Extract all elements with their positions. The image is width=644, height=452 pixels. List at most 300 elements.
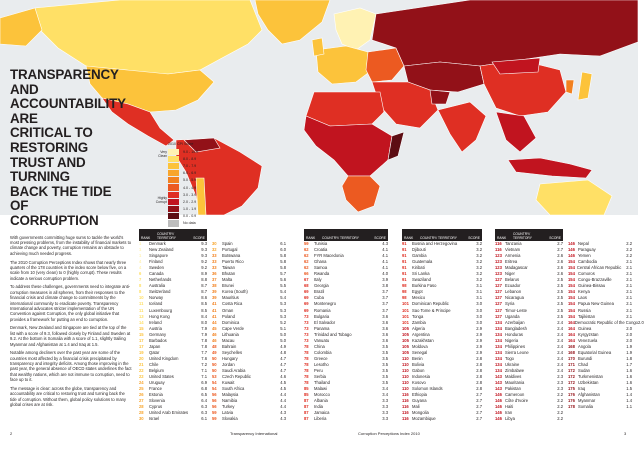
rank-cell: 134 (495, 361, 502, 367)
score-cell: 3.4 (382, 386, 388, 392)
rank-cell: 146 (495, 416, 502, 422)
country-cell: Cyprus (149, 404, 163, 410)
score-cell: 5.4 (280, 289, 286, 295)
score-cell: 2.1 (626, 307, 632, 313)
header-score: SCORE (193, 236, 205, 241)
score-cell: 3.2 (476, 247, 482, 253)
map-alaska (0, 8, 42, 46)
score-cell: 3.2 (476, 277, 482, 283)
rank-cell: 154 (568, 313, 575, 319)
score-cell: 2.8 (476, 374, 482, 380)
score-cell: 8.0 (201, 319, 207, 325)
score-cell: 2.6 (557, 253, 563, 259)
rank-cell: 30 (139, 416, 144, 422)
score-cell: 5.5 (280, 283, 286, 289)
rank-cell: 69 (304, 307, 309, 313)
score-cell: 4.1 (382, 259, 388, 265)
rank-cell: 85 (304, 386, 309, 392)
rank-cell: 168 (568, 343, 575, 349)
rank-cell: 1 (139, 253, 142, 259)
country-cell: Nepal (578, 241, 589, 246)
rank-cell: 110 (402, 367, 409, 373)
rank-cell: 30 (212, 241, 217, 246)
legend-swatch (168, 213, 179, 219)
rank-cell: 123 (495, 265, 502, 271)
score-cell: 3.5 (382, 380, 388, 386)
rank-cell: 45 (212, 325, 217, 331)
rank-cell: 101 (402, 319, 409, 325)
score-cell: 2.7 (557, 241, 563, 246)
score-cell: 3.3 (382, 410, 388, 416)
score-cell: 2.5 (557, 313, 563, 319)
map-australia (536, 180, 612, 215)
country-cell: Eritrea (505, 259, 518, 265)
score-cell: 7.7 (201, 349, 207, 355)
score-cell: 2.4 (557, 325, 563, 331)
score-cell: 2.0 (626, 331, 632, 337)
rank-cell: 146 (568, 247, 575, 253)
map-india (438, 102, 486, 152)
country-cell: Cambodia (578, 259, 597, 265)
rank-cell: 134 (495, 355, 502, 361)
country-cell: Tonga (412, 313, 424, 319)
rank-cell: 101 (402, 313, 409, 319)
score-cell: 2.2 (557, 410, 563, 416)
cpi-table-column (304, 229, 388, 422)
country-cell: Jamaica (314, 410, 330, 416)
page-number-left: 2 (10, 431, 13, 436)
rank-cell: 134 (495, 343, 502, 349)
rank-cell: 134 (495, 367, 502, 373)
country-cell: Malta (222, 277, 233, 283)
score-cell: 3.4 (382, 392, 388, 398)
legend-label: 5.0 - 5.9 (183, 178, 197, 183)
map-russia (372, 0, 638, 66)
score-cell: 7.9 (201, 331, 207, 337)
score-cell: 4.7 (280, 355, 286, 361)
rank-cell: 39 (212, 295, 217, 301)
country-cell: Liberia (314, 416, 327, 422)
country-cell: Iraq (578, 386, 586, 392)
legend-label: 8.0 - 8.9 (183, 156, 197, 161)
score-cell: 6.1 (201, 416, 207, 422)
legend-swatch (168, 177, 179, 183)
score-cell: 2.4 (557, 355, 563, 361)
country-cell: Greece (314, 355, 328, 361)
score-cell: 1.9 (626, 349, 632, 355)
country-cell: Sierra Leone (505, 349, 529, 355)
score-cell: 2.3 (557, 380, 563, 386)
legend-swatch (168, 149, 179, 155)
score-cell: 4.1 (382, 247, 388, 253)
rank-cell: 146 (495, 392, 502, 398)
country-cell: Costa Rica (222, 301, 243, 307)
country-cell: Angola (578, 343, 591, 349)
rank-cell: 127 (495, 295, 502, 301)
legend-row (168, 148, 234, 155)
country-cell: Taiwan (222, 265, 235, 271)
rank-cell: 116 (402, 404, 409, 410)
rank-cell: 127 (495, 283, 502, 289)
country-cell: Italy (314, 277, 322, 283)
country-cell: Australia (149, 283, 166, 289)
country-cell: Guinea-Bissau (578, 283, 606, 289)
country-cell: Sweden (149, 265, 164, 271)
country-cell: Tanzania (505, 241, 522, 246)
country-cell: Gambia (412, 253, 427, 259)
score-cell: 6.4 (201, 398, 207, 404)
score-cell: 3.2 (476, 253, 482, 259)
country-cell: Ecuador (505, 283, 521, 289)
rank-cell: 41 (212, 301, 217, 307)
map-southeast-asia (496, 112, 536, 152)
score-cell: 3.0 (476, 307, 482, 313)
country-cell: Argentina (412, 331, 430, 337)
rank-cell: 143 (495, 386, 502, 392)
country-cell: Benin (412, 355, 423, 361)
rank-cell: 170 (568, 355, 575, 361)
rank-cell: 123 (495, 271, 502, 277)
country-cell: Sri Lanka (412, 271, 430, 277)
country-cell: Ethiopia (412, 392, 427, 398)
country-cell: Côte d'Ivoire (505, 398, 529, 404)
headline-line: CRITICAL TO RESTORING (10, 125, 93, 155)
header-score: SCORE (468, 236, 480, 241)
country-cell: Turkey (222, 404, 235, 410)
country-cell: Central African Republic (576, 265, 622, 271)
country-cell: Switzerland (149, 289, 171, 295)
rank-cell: 17 (139, 343, 144, 349)
country-cell: Iceland (149, 301, 163, 307)
rank-cell: 127 (495, 289, 502, 295)
rank-cell: 154 (568, 289, 575, 295)
rank-cell: 4 (139, 265, 142, 271)
headline (10, 68, 132, 229)
map-afghanistan (430, 90, 450, 104)
score-cell: 5.3 (280, 313, 286, 319)
country-cell: Kiribati (412, 265, 425, 271)
country-cell: Ireland (149, 319, 162, 325)
rank-cell: 134 (495, 319, 502, 325)
score-cell: 2.7 (476, 416, 482, 422)
rank-cell: 98 (402, 283, 407, 289)
score-cell: 1.4 (626, 392, 632, 398)
rank-cell: 146 (495, 410, 502, 416)
country-cell: Slovakia (222, 416, 238, 422)
rank-cell: 91 (402, 259, 407, 265)
country-cell: Bangladesh (505, 325, 527, 331)
rank-cell: 33 (212, 259, 217, 265)
rank-cell: 33 (212, 253, 217, 259)
country-cell: Finland (149, 259, 163, 265)
country-cell: Egypt (412, 289, 423, 295)
rank-cell: 73 (304, 337, 309, 343)
score-cell: 2.0 (626, 337, 632, 343)
rank-cell: 87 (304, 410, 309, 416)
score-cell: 2.4 (557, 349, 563, 355)
score-cell: 4.7 (280, 367, 286, 373)
country-cell: Comoros (578, 271, 595, 277)
country-cell: Moldova (412, 343, 428, 349)
header-score: SCORE (549, 236, 561, 241)
country-cell: Laos (578, 295, 587, 301)
rank-cell: 59 (212, 416, 217, 422)
country-cell: Bahrain (222, 343, 237, 349)
rank-cell: 154 (568, 307, 575, 313)
country-cell: Hong Kong (149, 313, 170, 319)
country-cell: Syria (505, 301, 515, 307)
legend-swatch (168, 163, 179, 169)
country-cell: Malaysia (222, 392, 239, 398)
country-cell: Kuwait (222, 380, 235, 386)
country-cell: Cameroon (505, 392, 525, 398)
map-uk (312, 38, 324, 56)
legend-label: 3.0 - 3.9 (183, 192, 197, 197)
score-cell: 2.7 (557, 247, 563, 253)
rank-cell: 134 (495, 337, 502, 343)
country-cell: Georgia (314, 283, 329, 289)
score-cell: 1.7 (626, 361, 632, 367)
rank-cell: 32 (212, 247, 217, 253)
rank-cell: 101 (402, 301, 409, 307)
country-cell: Vanuatu (314, 337, 330, 343)
score-cell: 2.0 (637, 319, 644, 325)
country-cell: Honduras (505, 331, 523, 337)
score-cell: 6.3 (201, 410, 207, 416)
legend-label: No data (183, 221, 196, 226)
score-cell: 2.1 (626, 313, 632, 319)
score-cell: 9.2 (201, 259, 207, 265)
rank-cell: 164 (568, 319, 575, 325)
rank-cell: 116 (495, 247, 502, 253)
score-cell: 2.4 (557, 319, 563, 325)
score-cell: 4.0 (382, 271, 388, 277)
legend-row (168, 184, 234, 191)
score-cell: 2.7 (476, 398, 482, 404)
score-cell: 5.0 (280, 337, 286, 343)
score-cell: 4.9 (280, 343, 286, 349)
score-cell: 2.2 (626, 247, 632, 253)
score-cell: 5.8 (280, 253, 286, 259)
headline-line: ACCOUNTABILITY ARE (10, 96, 126, 126)
country-cell: Namibia (222, 398, 238, 404)
score-cell: 2.8 (476, 355, 482, 361)
score-cell: 8.7 (201, 283, 207, 289)
legend-rows (154, 148, 234, 227)
rank-cell: 41 (212, 313, 217, 319)
table-header (304, 229, 388, 241)
score-cell: 3.7 (382, 289, 388, 295)
rank-cell: 62 (304, 247, 309, 253)
country-cell: Togo (505, 355, 514, 361)
country-cell: Bosnia and Herzegovina (412, 241, 458, 246)
rank-cell: 49 (212, 349, 217, 355)
rank-cell: 127 (495, 301, 502, 307)
country-cell: Burkina Faso (412, 283, 437, 289)
rank-cell: 50 (212, 367, 217, 373)
rank-cell: 172 (568, 380, 575, 386)
score-cell: 2.5 (557, 289, 563, 295)
map-korea (566, 80, 574, 94)
country-cell: Serbia (314, 374, 326, 380)
country-cell: Dominica (222, 319, 240, 325)
country-cell: Guinea (578, 325, 592, 331)
rank-cell: 154 (568, 277, 575, 283)
score-cell: 2.9 (476, 343, 482, 349)
table-row (212, 416, 286, 422)
score-cell: 2.7 (476, 404, 482, 410)
score-cell: 1.9 (626, 343, 632, 349)
rank-cell: 154 (568, 271, 575, 277)
score-cell: 2.1 (626, 283, 632, 289)
rank-cell: 54 (212, 386, 217, 392)
score-cell: 4.3 (280, 410, 286, 416)
score-cell: 3.1 (476, 295, 482, 301)
score-cell: 8.7 (201, 289, 207, 295)
score-cell: 7.1 (201, 367, 207, 373)
country-cell: Thailand (314, 380, 330, 386)
rank-cell: 164 (568, 331, 575, 337)
legend-row (168, 170, 234, 177)
rank-cell: 127 (495, 277, 502, 283)
country-cell: Kyrgyzstan (578, 331, 599, 337)
rank-cell: 105 (402, 331, 409, 337)
score-cell: 2.5 (557, 307, 563, 313)
rank-cell: 164 (568, 337, 575, 343)
country-cell: Croatia (314, 247, 328, 253)
score-cell: 2.9 (476, 337, 482, 343)
header-rank: RANK (497, 236, 507, 241)
score-cell: 4.8 (280, 349, 286, 355)
rank-cell: 127 (495, 307, 502, 313)
rank-cell: 91 (402, 247, 407, 253)
rank-cell: 7 (139, 277, 142, 283)
rank-cell: 105 (402, 325, 409, 331)
rank-cell: 69 (304, 301, 309, 307)
score-cell: 2.5 (557, 283, 563, 289)
rank-cell: 1 (139, 241, 142, 246)
country-cell: Solomon Islands (412, 386, 443, 392)
legend-row (168, 191, 234, 198)
table-row (402, 416, 482, 422)
score-cell: 2.2 (557, 392, 563, 398)
score-cell: 3.3 (382, 404, 388, 410)
score-cell: 7.9 (201, 325, 207, 331)
country-cell: Ukraine (505, 361, 520, 367)
rank-cell: 87 (304, 416, 309, 422)
rank-cell: 26 (139, 392, 144, 398)
header-country: COUNTRY/ TERRITORY (513, 232, 532, 241)
rank-cell: 116 (402, 410, 409, 416)
legend-row (168, 162, 234, 169)
country-cell: El Salvador (314, 319, 336, 325)
legend-label: 6.0 - 6.9 (183, 171, 197, 176)
country-cell: United States (149, 374, 174, 380)
country-cell: Papua New Guinea (578, 301, 614, 307)
rank-cell: 56 (212, 404, 217, 410)
score-cell: 1.8 (626, 355, 632, 361)
score-cell: 7.8 (201, 337, 207, 343)
rank-cell: 78 (304, 380, 309, 386)
score-cell: 8.9 (201, 271, 207, 277)
country-cell: Bulgaria (314, 313, 330, 319)
rank-cell: 123 (495, 253, 502, 259)
rank-cell: 14 (139, 319, 144, 325)
legend-swatch (168, 170, 179, 176)
rank-cell: 17 (139, 337, 144, 343)
score-cell: 7.6 (201, 355, 207, 361)
country-cell: Korea (South) (222, 289, 248, 295)
score-cell: 2.7 (476, 392, 482, 398)
article (10, 68, 132, 411)
legend-label: 2.0 - 2.9 (183, 199, 197, 204)
country-cell: Czech Republic (222, 374, 251, 380)
country-cell: Maldives (505, 374, 522, 380)
rank-cell: 134 (495, 349, 502, 355)
map-southern-africa (342, 176, 380, 212)
rank-cell: 127 (495, 313, 502, 319)
country-cell: Mauritania (505, 380, 525, 386)
score-cell: 3.5 (382, 361, 388, 367)
score-cell: 3.5 (382, 355, 388, 361)
rank-cell: 78 (304, 374, 309, 380)
country-cell: Turkmenistan (578, 374, 603, 380)
score-cell: 4.7 (280, 361, 286, 367)
country-cell: Macau (222, 337, 235, 343)
country-cell: Lesotho (314, 361, 329, 367)
rank-cell: 134 (495, 325, 502, 331)
country-cell: Azerbaijan (505, 319, 525, 325)
score-cell: 1.1 (626, 404, 632, 410)
country-cell: Bhutan (222, 271, 236, 277)
score-cell: 4.4 (280, 398, 286, 404)
score-cell: 1.6 (626, 380, 632, 386)
country-cell: Israel (149, 416, 160, 422)
country-cell: Indonesia (412, 374, 430, 380)
score-cell: 2.5 (557, 277, 563, 283)
rank-cell: 41 (212, 307, 217, 313)
rank-cell: 91 (402, 271, 407, 277)
country-cell: Venezuela (578, 337, 598, 343)
rank-cell: 116 (402, 392, 409, 398)
map-indonesia (508, 158, 592, 178)
rank-cell: 73 (304, 331, 309, 337)
score-cell: 7.8 (201, 343, 207, 349)
body-paragraph: With governments committing huge sums to tackle the world's most pressing problems, from the instability of financial markets to climate change and poverty, corruption remains an obstacle to achieving much needed progress. (10, 234, 132, 256)
country-cell: Colombia (314, 349, 332, 355)
score-cell: 3.2 (476, 271, 482, 277)
country-cell: Mexico (412, 295, 426, 301)
country-cell: Cape Verde (222, 325, 244, 331)
country-cell: Albania (314, 398, 328, 404)
cpi-table-column (212, 229, 286, 422)
rank-cell: 105 (402, 343, 409, 349)
rank-cell: 11 (139, 301, 144, 307)
score-cell: 3.6 (382, 325, 388, 331)
score-cell: 9.3 (201, 253, 207, 259)
rank-cell: 69 (304, 289, 309, 295)
country-cell: Malawi (314, 386, 327, 392)
map-japan (578, 72, 592, 100)
headline-line: TRANSPARENCY AND (10, 67, 119, 97)
rank-cell: 78 (304, 343, 309, 349)
country-cell: Hungary (222, 355, 238, 361)
legend-row (168, 213, 234, 220)
country-cell: Poland (222, 313, 235, 319)
rank-cell: 68 (304, 283, 309, 289)
score-cell: 2.8 (476, 361, 482, 367)
score-cell: 2.2 (626, 253, 632, 259)
